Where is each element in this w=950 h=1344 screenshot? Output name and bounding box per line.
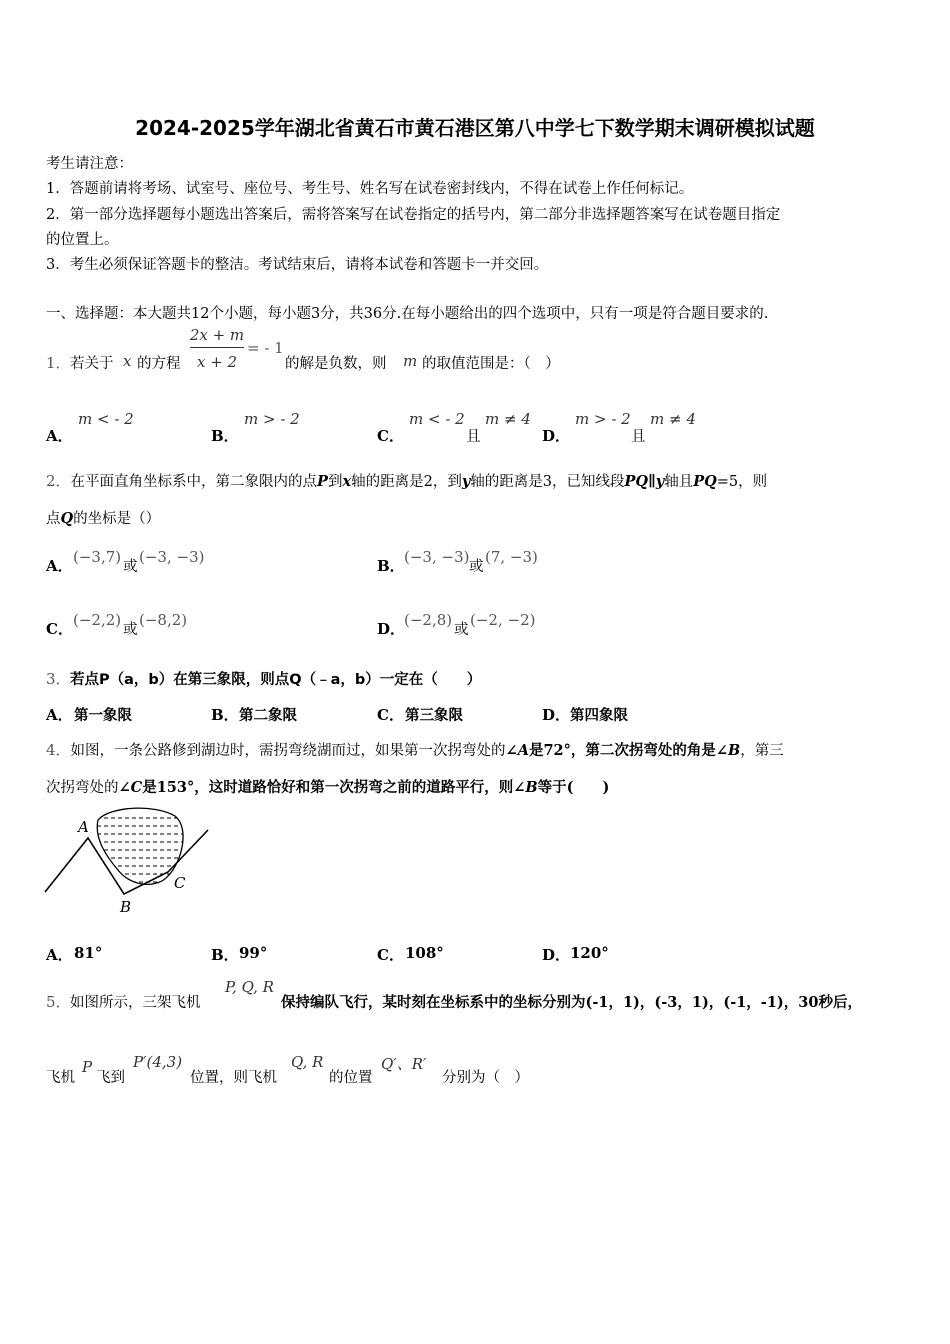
q5-text: 分别为（ ）	[442, 1070, 529, 1086]
q3-text: 若点P（a，b）在第三象限，则点Q（﹣a，b）一定在（ ）	[70, 672, 482, 688]
option-math: (−3,7)	[73, 548, 122, 566]
option-math: (−2,2)	[73, 611, 122, 629]
q5-math: Q′、R′	[381, 1055, 427, 1073]
question-number: 5．	[46, 993, 71, 1011]
option-label: A．	[46, 427, 73, 445]
notice-item: 1．答题前请将考场、试室号、座位号、考生号、姓名写在试卷密封线内，不得在试卷上作任何标记。	[46, 181, 694, 197]
option-math: m > - 2	[244, 410, 300, 428]
notice-item: 2．第一部分选择题每小题选出答案后，需将答案写在试卷指定的括号内，第二部分非选择题答案写在试卷题目指定	[46, 207, 781, 223]
option-label: B．	[211, 946, 239, 964]
lake-road-figure	[40, 800, 220, 920]
option-or: 或	[123, 622, 138, 638]
option-math: (−3, −3)	[139, 548, 205, 566]
q1-fraction-numerator: 2x + m	[189, 326, 245, 344]
option-text: 108°	[405, 944, 444, 962]
option-text: 第二象限	[239, 708, 297, 724]
section-heading: 一、选择题：本大题共12个小题，每小题3分，共36分.在每小题给出的四个选项中，只有一项是符合题目要求的.	[46, 306, 769, 322]
option-text: 第三象限	[405, 708, 463, 724]
q1-var: m	[403, 352, 418, 370]
notice-item: 的位置上。	[46, 232, 119, 248]
q2-line-2: 点Q的坐标是（）	[46, 510, 161, 527]
q1-fraction-denominator: x + 2	[196, 353, 238, 371]
option-or: 或	[469, 559, 484, 575]
option-label: D．	[542, 946, 571, 964]
notice-item: 3．考生必须保证答题卡的整洁。考试结束后，请将本试卷和答题卡一并交回。	[46, 257, 549, 273]
option-label: B．	[377, 557, 405, 575]
q1-text: 若关于	[70, 356, 114, 372]
option-math: (−3, −3)	[404, 548, 470, 566]
option-label: B．	[211, 706, 239, 724]
notice-heading: 考生请注意：	[46, 156, 133, 172]
label-B: B	[120, 898, 132, 916]
option-math: (−2,8)	[404, 611, 453, 629]
option-join: 且	[466, 429, 481, 445]
label-C: C	[174, 874, 186, 892]
option-label: D．	[377, 620, 406, 638]
option-label: D．	[542, 427, 571, 445]
option-text: 第四象限	[570, 708, 628, 724]
q2-line-1: 2．在平面直角坐标系中，第二象限内的点P到x轴的距离是2，到y轴的距离是3，已知线段PQ∥y轴且PQ=5，则	[46, 472, 768, 490]
page-title: 2024-2025学年湖北省黄石市黄石港区第八中学七下数学期末调研模拟试题	[135, 116, 815, 140]
q1-text: 的解是负数，则	[285, 356, 387, 372]
q5-text: 如图所示，三架飞机	[70, 995, 201, 1011]
option-math: m ≠ 4	[485, 410, 531, 428]
option-math: m > - 2	[575, 410, 631, 428]
option-or: 或	[123, 559, 138, 575]
lake-hatching	[90, 818, 190, 882]
q4-line-2: 次拐弯处的∠C是153°，这时道路恰好和第一次拐弯之前的道路平行，则∠B等于( )	[46, 779, 610, 796]
option-math: m < - 2	[409, 410, 465, 428]
option-text: 第一象限	[74, 708, 132, 724]
option-or: 或	[454, 622, 469, 638]
option-text: 120°	[570, 944, 609, 962]
q1-text: 的方程	[137, 356, 181, 372]
option-math: (−2, −2)	[470, 611, 536, 629]
option-label: B．	[211, 427, 239, 445]
q5-text: 的位置	[329, 1070, 373, 1086]
option-text: 99°	[239, 944, 268, 962]
option-label: A．	[46, 946, 73, 964]
option-math: (−8,2)	[139, 611, 188, 629]
q1-var: x	[123, 352, 132, 370]
option-label: C．	[377, 946, 404, 964]
q5-text: 保持编队飞行，某时刻在坐标系中的坐标分别为(-1，1)，(-3，1)，(-1，-1)，30秒后，	[281, 994, 862, 1011]
label-A: A	[78, 818, 89, 836]
q5-text: 位置，则飞机	[190, 1070, 277, 1086]
option-math: m < - 2	[78, 410, 134, 428]
option-label: C．	[46, 620, 73, 638]
option-label: C．	[377, 706, 404, 724]
question-number: 1．	[46, 354, 71, 372]
option-text: 81°	[74, 944, 103, 962]
q5-math: P, Q, R	[225, 978, 274, 996]
fraction-bar	[190, 347, 244, 348]
question-number: 3．	[46, 670, 71, 688]
option-math: m ≠ 4	[650, 410, 696, 428]
q1-fraction-rhs: = - 1	[247, 339, 284, 357]
option-label: D．	[542, 706, 571, 724]
option-math: (7, −3)	[485, 548, 538, 566]
q5-math: P	[82, 1058, 93, 1076]
q5-text: 飞到	[96, 1070, 125, 1086]
q4-line-1: 4．如图，一条公路修到湖边时，需拐弯绕湖而过，如果第一次拐弯处的∠A是72°，第二次拐弯处的角是∠B，第三	[46, 741, 784, 759]
option-label: A．	[46, 706, 73, 724]
q5-text: 飞机	[46, 1070, 75, 1086]
option-join: 且	[631, 429, 646, 445]
q1-text: 的取值范围是：（ ）	[422, 356, 560, 372]
option-label: A．	[46, 557, 73, 575]
q5-math: P′(4,3)	[133, 1053, 183, 1071]
option-label: C．	[377, 427, 404, 445]
q5-math: Q, R	[291, 1053, 324, 1071]
